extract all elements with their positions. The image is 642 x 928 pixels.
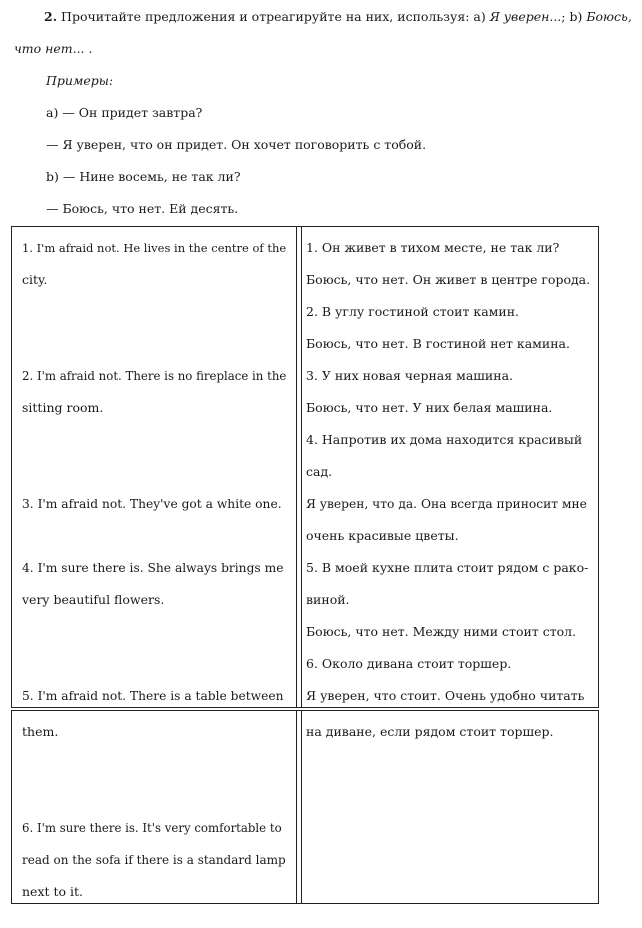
- left-cell-line: 3. I'm afraid not. They've got a white one.: [22, 497, 282, 511]
- right-cell-line: виной.: [306, 592, 350, 607]
- right-cell-line: 4. Напротив их дома находится красивый: [306, 432, 583, 447]
- task-instruction-text: Прочитайте предложения и отреагируйте на них, используя: a): [61, 9, 486, 24]
- right-cell-line: Боюсь, что нет. В гостиной нет камина.: [306, 336, 570, 351]
- right-cell-line: 1. Он живет в тихом месте, не так ли?: [306, 240, 560, 255]
- right-cell-line: очень красивые цветы.: [306, 528, 459, 543]
- answers-table-part-1: [11, 226, 599, 708]
- right-cell-line: Я уверен, что стоит. Очень удобно читать: [306, 688, 585, 703]
- right-cell-line: 3. У них новая черная машина.: [306, 368, 513, 383]
- left-cell-line: 2. I'm afraid not. There is no fireplace in the: [22, 369, 287, 383]
- example-line: a) — Он придет завтра?: [46, 105, 203, 120]
- right-cell-line: Боюсь, что нет. Он живет в центре города.: [306, 272, 591, 287]
- task-end: .: [88, 41, 93, 56]
- left-cell-line: 4. I'm sure there is. She always brings me: [22, 561, 284, 575]
- right-cell-line: 5. В моей кухне плита стоит рядом с рако-: [306, 560, 589, 575]
- option-b-end: что нет...: [14, 41, 85, 56]
- column-divider: [296, 227, 302, 707]
- left-cell-line: very beautiful flowers.: [22, 592, 165, 607]
- option-separator: ; b): [561, 9, 583, 24]
- example-line: — Я уверен, что он придет. Он хочет поговорить с тобой.: [46, 137, 427, 152]
- right-cell-line: сад.: [306, 464, 333, 479]
- right-cell-line: на диване, если рядом стоит торшер.: [306, 724, 554, 739]
- left-cell-line: sitting room.: [22, 400, 104, 415]
- examples-heading: Примеры:: [46, 73, 114, 88]
- example-line: b) — Нине восемь, не так ли?: [46, 169, 241, 184]
- left-cell-line: city.: [22, 272, 48, 287]
- option-a: Я уверен...: [489, 9, 562, 24]
- task-number: 2.: [44, 9, 58, 24]
- left-cell-line: 1. I'm afraid not. He lives in the centre of the: [22, 241, 287, 255]
- right-cell-line: 6. Около дивана стоит торшер.: [306, 656, 512, 671]
- task-instruction-cont: [14, 40, 93, 58]
- right-cell-line: Я уверен, что да. Она всегда приносит мне: [306, 497, 587, 511]
- right-cell-line: 2. В углу гостиной стоит камин.: [306, 304, 520, 319]
- left-cell-line: them.: [22, 724, 59, 739]
- left-cell-line: next to it.: [22, 884, 84, 899]
- left-cell-line: 6. I'm sure there is. It's very comfortable to: [22, 821, 282, 835]
- column-divider: [296, 711, 302, 903]
- left-cell-line: 5. I'm afraid not. There is a table between: [22, 689, 284, 703]
- left-cell-line: read on the sofa if there is a standard lamp: [22, 853, 286, 867]
- right-cell-line: Боюсь, что нет. У них белая машина.: [306, 400, 553, 415]
- task-instruction: [44, 8, 632, 26]
- right-cell-line: Боюсь, что нет. Между ними стоит стол.: [306, 624, 577, 639]
- answers-table-part-2: [11, 710, 599, 904]
- option-b-start: Боюсь,: [586, 9, 632, 24]
- example-line: — Боюсь, что нет. Ей десять.: [46, 201, 239, 216]
